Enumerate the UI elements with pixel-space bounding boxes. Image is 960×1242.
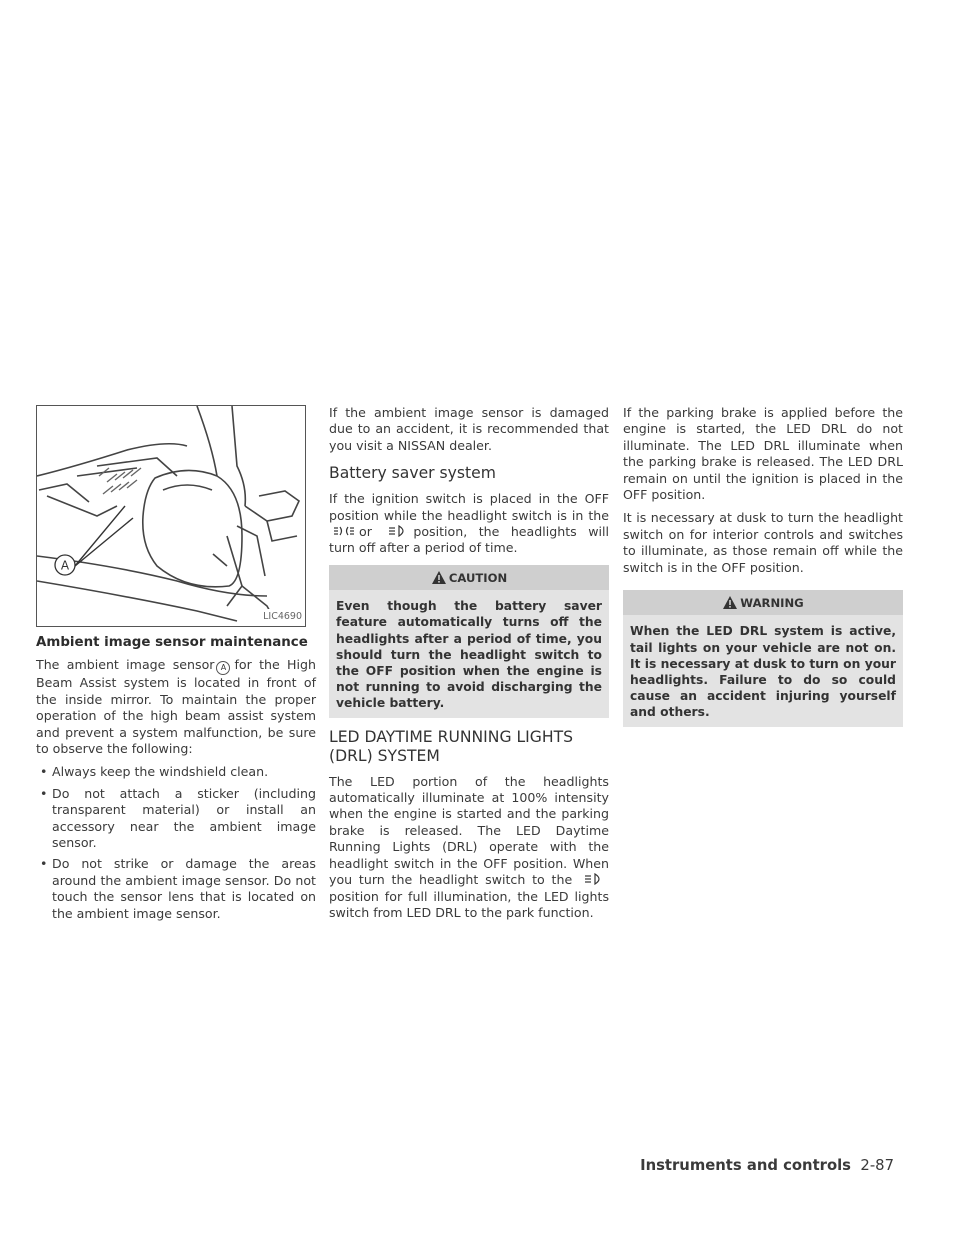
battery-text-after: position, the headlights will turn off after a period of time. [329,524,609,556]
dusk-paragraph: It is necessary at dusk to turn the headlight switch on for interior controls and switches to illuminate, as those remain off while the switch is in the OFF position. [623,510,903,575]
heading-ambient-sensor-maintenance: Ambient image sensor maintenance [36,635,308,650]
caution-text: Even though the battery saver feature automatically turns off the headlights after a period of time, you should turn the headlight switch to the OFF position when the engine is not running to avoid discharging the vehicle battery. [329,590,609,717]
parking-brake-paragraph: If the parking brake is applied before the engine is started, the LED DRL do not illuminate. The LED DRL illuminate when the parking brake is released. The LED DRL remain on until the ignition is placed in the OFF position. [623,405,903,503]
sensor-illustration [37,406,305,626]
heading-led-drl: LED DAYTIME RUNNING LIGHTS (DRL) SYSTEM [329,727,574,765]
battery-text-before: If the ignition switch is placed in the OFF position while the headlight switch is in the [329,491,609,523]
column-2 [329,405,609,928]
sensor-figure [36,405,306,627]
drl-paragraph [329,774,609,922]
warning-label: WARNING [740,596,804,611]
figure-callout-a: A [60,558,70,573]
warning-header [623,590,903,615]
bullet: • [40,856,48,872]
warning-box [623,590,903,727]
column-1 [36,405,316,927]
figure-code: LIC4690 [262,609,303,625]
column-3 [623,405,903,737]
heading-battery-saver: Battery saver system [329,464,496,483]
sensor-intro [36,657,316,757]
list-item-text: Do not attach a sticker (including transparent material) or install an accessory near the ambient image sensor. [52,785,316,851]
list-item-text: Do not strike or damage the areas around the ambient image sensor. Do not touch the sensor lens that is located on the ambient image sensor. [52,856,316,921]
sensor-intro-before: The ambient image sensor [36,657,215,673]
bullet: • [40,785,48,801]
headlight-icon [583,873,605,885]
battery-text-or: or [359,524,372,540]
list-item [36,856,316,922]
damaged-paragraph: If the ambient image sensor is damaged due to an accident, it is recommended that you visit a NISSAN dealer. [329,405,609,453]
warning-triangle-icon [722,595,738,610]
bullet: • [40,764,48,780]
warning-triangle-icon [431,570,447,585]
page-number: 2-87 [860,1157,894,1174]
footer-section: Instruments and controls [640,1157,851,1174]
headlight-icon [387,525,409,537]
warning-text: When the LED DRL system is active, tail lights on your vehicle are not on. It is necessary at dusk to turn on your headlights. Failure to do so could cause an accident injuring yourself and others. [623,615,903,726]
list-item-text: Always keep the windshield clean. [52,764,269,780]
caution-label: CAUTION [448,570,508,585]
sensor-intro-after: for the High Beam Assist system is located in front of the inside mirror. To maintain the proper operation of the high beam assist system and prevent a system malfunction, be sure to observe the following: [36,657,316,757]
caution-header [329,565,609,590]
caution-box [329,565,609,718]
list-item [36,786,316,852]
list-item [36,764,316,780]
parking-light-icon [333,525,355,537]
maintenance-list [36,764,316,922]
drl-text-before: The LED portion of the headlights automatically illuminate at 100% intensity when the engine is started and the parking brake is released. The LED Daytime Running Lights (DRL) operate with the headlight switch in the OFF position. When you turn the headlight switch to the [329,773,609,888]
callout-a-icon: A [216,661,230,675]
drl-text-after: position for full illumination, the LED lights switch from LED DRL to the park function. [329,888,609,920]
page-footer [640,1157,894,1174]
battery-paragraph [329,491,609,557]
